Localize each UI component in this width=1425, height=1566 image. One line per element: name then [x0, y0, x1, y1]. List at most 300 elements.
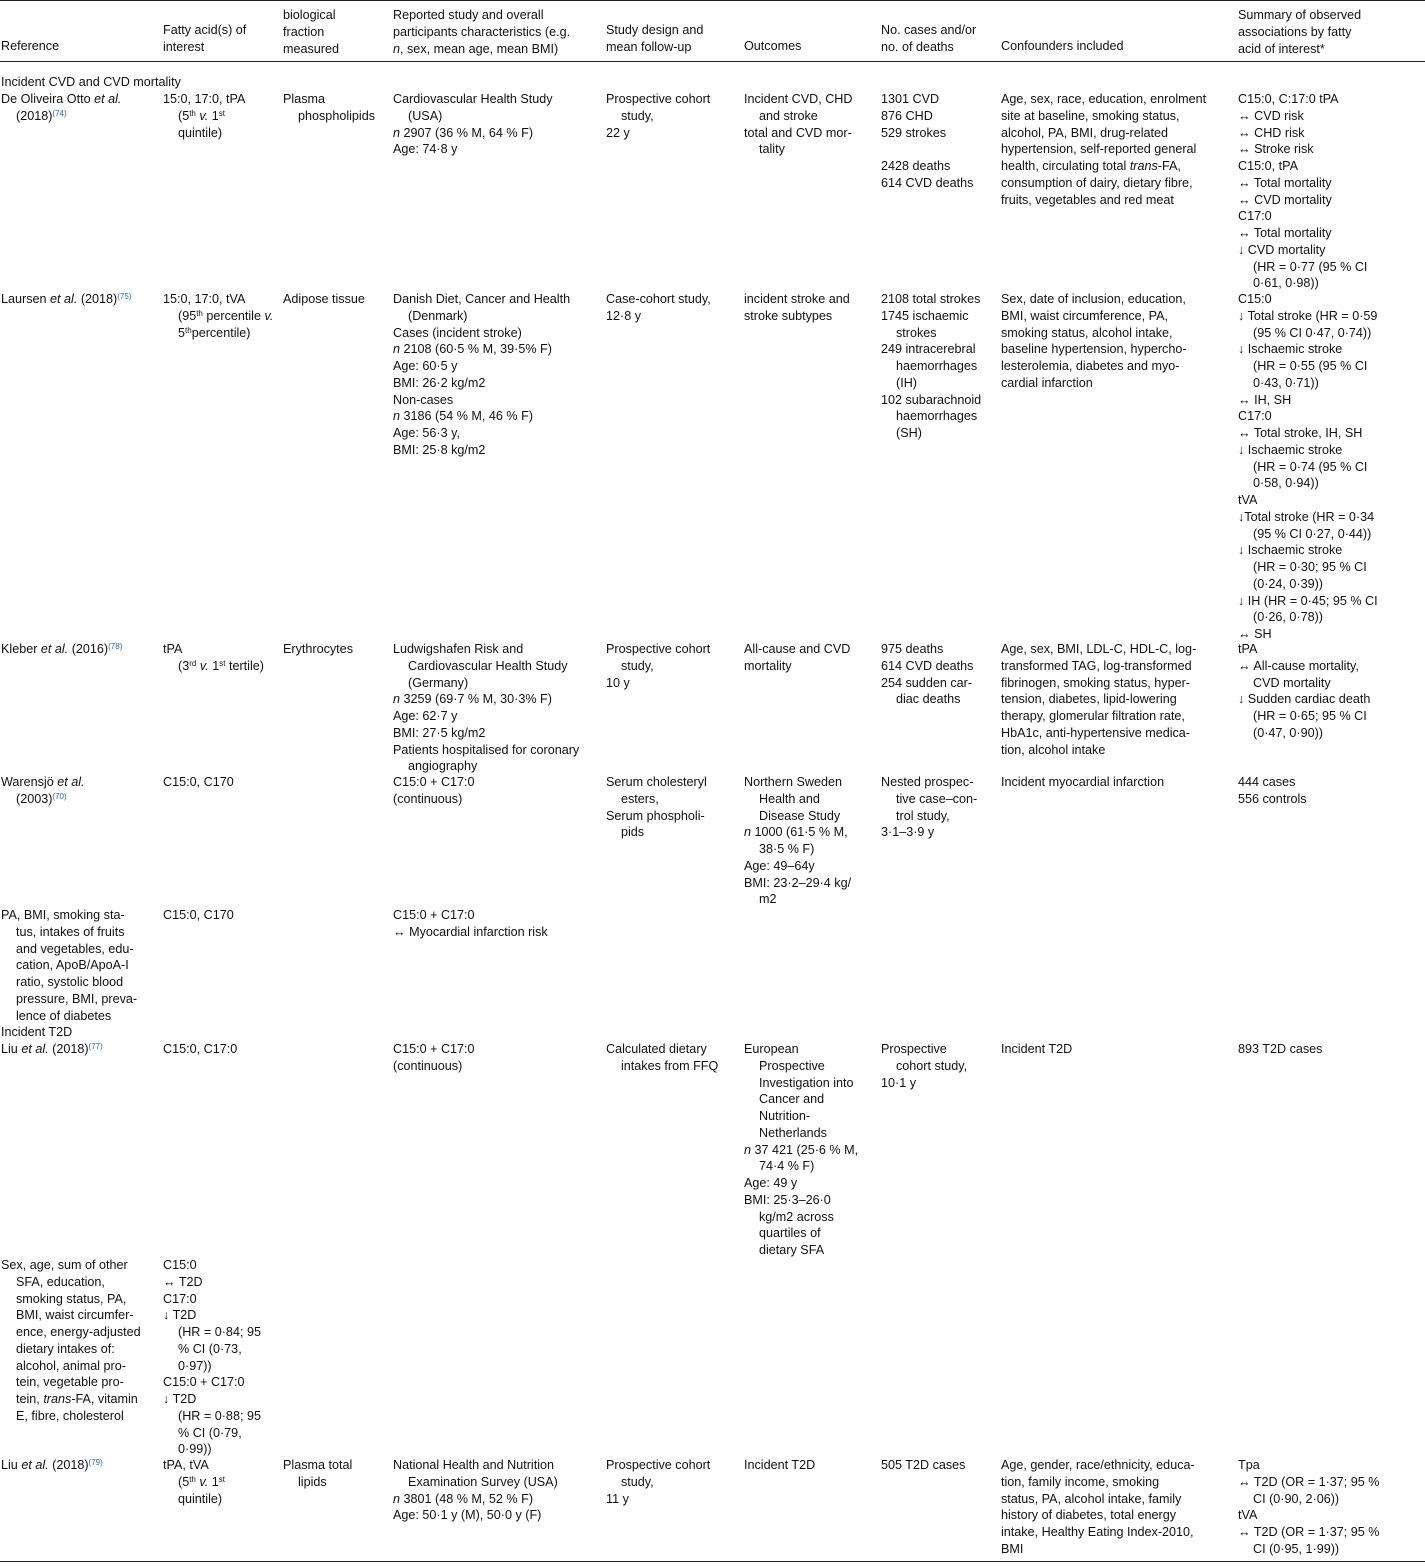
liu79-design	[606, 1457, 710, 1507]
kleber-confounders	[1001, 641, 1196, 758]
liu77-cases	[881, 1041, 967, 1091]
warensjo-design-line: pids	[621, 825, 645, 840]
warensjo-cont-reference-line: ratio, systolic blood	[16, 975, 124, 989]
kleber-study-line: Cardiovascular Health Study	[408, 658, 568, 673]
warensjo-outcomes-line: Age: 49–64y	[744, 858, 815, 873]
kleber-cases-line: 614 CVD deaths	[881, 658, 974, 673]
warensjo-confounders	[1001, 774, 1164, 791]
liu79-reference	[1, 1457, 103, 1474]
kleber-reference-line: Kleber et al. (2016)$^{(78)}$	[1, 642, 123, 656]
kleber-study-line: angiography	[408, 759, 478, 774]
liu79-confounders-line: status, PA, alcohol intake, family	[1001, 1491, 1182, 1506]
warensjo-summary	[1238, 774, 1307, 808]
liu79-fraction-line: lipids	[298, 1474, 327, 1489]
kleber-study-line: (Germany)	[408, 675, 469, 690]
liu77-cont-reference-line: alcohol, animal pro-	[16, 1358, 126, 1373]
kleber-study-line: Ludwigshafen Risk and	[393, 642, 524, 656]
liu79-design-line: 11 y	[606, 1491, 629, 1506]
laursen-fatty-acid-line: 5thpercentile)	[178, 325, 251, 340]
warensjo-cont-reference-line: pressure, BMI, preva-	[16, 991, 138, 1006]
warensjo-cont-reference	[1, 907, 137, 1024]
warensjo-outcomes-line: m2	[759, 892, 777, 907]
liu77-confounders-line: Incident T2D	[1001, 1042, 1073, 1056]
laursen-fraction-line: Adipose tissue	[283, 292, 365, 306]
otto-summary-line: C17:0	[1238, 209, 1272, 224]
laursen-reference	[1, 291, 131, 308]
otto-outcomes	[744, 91, 852, 158]
liu77-cont-fatty-acid-line: ↓ T2D	[163, 1308, 197, 1323]
header-fatty-acid	[163, 23, 246, 57]
laursen-summary-line: (0·26, 0·78))	[1253, 610, 1323, 625]
liu77-study-line: C15:0 + C17:0	[393, 1042, 475, 1056]
liu79-cases	[881, 1457, 965, 1474]
otto-cases-line: 2428 deaths	[881, 159, 951, 173]
liu79-confounders-line: BMI	[1001, 1541, 1024, 1556]
bottom-rule	[0, 1561, 1425, 1562]
otto-outcomes-line: Incident CVD, CHD	[744, 92, 853, 106]
kleber-cases-line: diac deaths	[896, 692, 961, 707]
kleber-design-line: study,	[621, 658, 654, 673]
header-confounders	[1001, 39, 1124, 56]
header-fraction-line: measured	[283, 41, 340, 56]
liu77-outcomes-line: BMI: 25·3–26·0	[744, 1192, 831, 1207]
kleber-fraction-line: Erythrocytes	[283, 642, 353, 656]
liu79-fraction	[283, 1457, 352, 1491]
header-cases-line: No. cases and/or	[881, 23, 977, 37]
laursen-summary-line: (95 % CI 0·47, 0·74))	[1253, 325, 1372, 340]
laursen-study-line: Cases (incident stroke)	[393, 325, 522, 340]
kleber-design-line: 10 y	[606, 675, 630, 690]
otto-summary-line: C15:0, C:17:0 tPA	[1238, 92, 1339, 106]
otto-confounders	[1001, 91, 1206, 208]
otto-summary-line: ↔ CVD risk	[1238, 108, 1304, 123]
otto-summary-line: (HR = 0·77 (95 % CI	[1253, 259, 1368, 274]
warensjo-cases-line: Nested prospec-	[881, 775, 974, 789]
otto-cases	[881, 91, 973, 192]
otto-confounders-line: alcohol, PA, BMI, drug-related	[1001, 125, 1169, 140]
kleber-fatty-acid-line: tPA	[163, 642, 183, 656]
liu77-outcomes-line: quartiles of	[759, 1226, 821, 1241]
liu77-cont-fatty-acid-line: % CI (0·73,	[178, 1341, 242, 1356]
warensjo-fatty-acid-line: C15:0, C170	[163, 775, 234, 789]
liu79-summary-line: CI (0·95, 1·99))	[1253, 1541, 1340, 1556]
liu77-fatty-acid	[163, 1041, 237, 1058]
warensjo-cont-study-line: C15:0 + C17:0	[393, 908, 475, 922]
laursen-outcomes	[744, 291, 850, 325]
liu79-summary-line: Tpa	[1238, 1458, 1260, 1472]
otto-outcomes-line: total and CVD mor-	[744, 125, 852, 140]
otto-cases-line: 614 CVD deaths	[881, 175, 974, 190]
kleber-confounders-line: HbA1c, anti-hypertensive medica-	[1001, 725, 1190, 740]
liu77-study-line: (continuous)	[393, 1058, 463, 1073]
laursen-summary-line: ↓ Ischaemic stroke	[1238, 442, 1343, 457]
otto-cases-line	[881, 141, 973, 158]
laursen-cases-line: 249 intracerebral	[881, 342, 976, 357]
warensjo-cont-study-line: ↔ Myocardial infarction risk	[393, 924, 548, 939]
otto-cases-line: 529 strokes	[881, 125, 947, 140]
liu77-cont-fatty-acid-line: (HR = 0·88; 95	[178, 1408, 261, 1423]
liu77-cont-reference	[1, 1257, 141, 1425]
laursen-cases-line: 2108 total strokes	[881, 292, 981, 306]
liu79-study-line: National Health and Nutrition	[393, 1458, 555, 1472]
warensjo-outcomes-line: Health and	[759, 791, 820, 806]
liu77-cont-fatty-acid-line: % CI (0·79,	[178, 1425, 242, 1440]
laursen-summary-line: ↔ IH, SH	[1238, 392, 1292, 407]
liu77-reference-line: Liu et al. (2018)$^{(77)}$	[1, 1042, 103, 1056]
laursen-summary-line: ↓Total stroke (HR = 0·34	[1238, 509, 1375, 524]
liu77-study	[393, 1041, 475, 1075]
header-design	[606, 23, 703, 57]
liu77-cont-reference-line: tein, trans-FA, vitamin	[16, 1392, 138, 1406]
liu77-outcomes-line: n 37 421 (25·6 % M,	[744, 1142, 859, 1157]
laursen-summary-line: ↔ Total stroke, IH, SH	[1238, 426, 1363, 440]
kleber-study-line: n 3259 (69·7 % M, 30·3% F)	[393, 692, 552, 707]
header-reference-line: Reference	[1, 39, 60, 53]
laursen-summary-line: (95 % CI 0·27, 0·44))	[1253, 526, 1372, 541]
otto-fatty-acid-line: 15:0, 17:0, tPA	[163, 92, 246, 106]
otto-fraction-line: phospholipids	[298, 108, 376, 123]
laursen-summary-line: ↓ IH (HR = 0·45; 95 % CI	[1238, 593, 1378, 608]
laursen-cases-line: 102 subarachnoid	[881, 392, 982, 407]
otto-confounders-line: health, circulating total trans-FA,	[1001, 159, 1181, 173]
otto-design	[606, 91, 710, 141]
header-fraction	[283, 8, 339, 58]
liu77-outcomes-line: European	[744, 1042, 799, 1056]
liu79-fatty-acid-line: quintile)	[178, 1491, 223, 1506]
kleber-fatty-acid-line: (3rd v. 1st tertile)	[178, 658, 264, 673]
liu79-study	[393, 1457, 558, 1524]
kleber-summary-line: CVD mortality	[1253, 675, 1331, 690]
kleber-outcomes	[744, 641, 850, 675]
header-study-line: participants characteristics (e.g.	[393, 24, 571, 39]
otto-fatty-acid	[163, 91, 245, 141]
otto-design-line: Prospective cohort	[606, 92, 711, 106]
liu79-confounders-line: intake, Healthy Eating Index-2010,	[1001, 1525, 1194, 1539]
otto-reference	[1, 91, 121, 125]
warensjo-design-line: Serum phospholi-	[606, 808, 705, 823]
warensjo-design-line: Serum cholesteryl	[606, 775, 707, 789]
otto-confounders-line: consumption of dairy, dietary fibre,	[1001, 175, 1193, 190]
liu77-outcomes-line: Netherlands	[759, 1125, 827, 1140]
laursen-confounders-line: BMI, waist circumference, PA,	[1001, 308, 1169, 323]
laursen-summary-line: ↓ Ischaemic stroke	[1238, 543, 1343, 558]
liu79-study-line: Examination Survey (USA)	[408, 1474, 558, 1489]
warensjo-design-line: esters,	[621, 791, 659, 806]
warensjo-reference-line: Warensjö et al.	[1, 775, 85, 789]
laursen-study-line: n 2108 (60·5 % M, 39·5% F)	[393, 342, 552, 357]
warensjo-fatty-acid	[163, 774, 234, 791]
warensjo-cont-reference-line: and vegetables, edu-	[16, 941, 134, 956]
liu77-outcomes-line: 74·4 % F)	[759, 1159, 815, 1174]
laursen-outcomes-line: stroke subtypes	[744, 308, 833, 323]
liu77-cases-line: Prospective	[881, 1042, 947, 1056]
warensjo-outcomes-line: 38·5 % F)	[759, 842, 815, 856]
header-rule	[0, 61, 1425, 62]
header-fatty-acid-line: Fatty acid(s) of	[163, 23, 247, 37]
kleber-fraction	[283, 641, 353, 658]
header-fraction-line: fraction	[283, 24, 325, 39]
warensjo-study	[393, 774, 475, 808]
warensjo-cont-reference-line: tus, intakes of fruits	[16, 924, 125, 939]
liu77-confounders	[1001, 1041, 1072, 1058]
warensjo-summary-line: 444 cases	[1238, 775, 1296, 789]
otto-cases-line: 876 CHD	[881, 108, 933, 123]
liu79-confounders	[1001, 1457, 1195, 1558]
kleber-study-line: Patients hospitalised for coronary	[393, 742, 580, 757]
liu79-fatty-acid-line: (5th v. 1st	[178, 1474, 225, 1489]
otto-fraction-line: Plasma	[283, 92, 325, 106]
otto-summary-line: ↔ CHD risk	[1238, 125, 1305, 140]
liu77-cont-fatty-acid-line: (HR = 0·84; 95	[178, 1325, 261, 1339]
header-summary-line: associations by fatty	[1238, 24, 1352, 39]
kleber-confounders-line: therapy, glomerular filtration rate,	[1001, 709, 1185, 723]
otto-fraction	[283, 91, 375, 125]
laursen-summary-line: (0·24, 0·39))	[1253, 576, 1323, 591]
header-design-line: Study design and	[606, 23, 704, 37]
header-outcomes	[744, 39, 801, 56]
laursen-study-line: Age: 56·3 y,	[393, 426, 460, 440]
kleber-summary-line: (HR = 0·65; 95 % CI	[1253, 709, 1367, 723]
laursen-study-line: BMI: 26·2 kg/m2	[393, 375, 486, 390]
kleber-design-line: Prospective cohort	[606, 642, 711, 656]
kleber-summary-line: ↓ Sudden cardiac death	[1238, 692, 1371, 707]
laursen-summary-line: 0·58, 0·94))	[1253, 476, 1319, 491]
liu77-cont-fatty-acid-line: C15:0	[163, 1258, 197, 1272]
liu79-summary	[1238, 1457, 1380, 1558]
laursen-study-line: n 3186 (54 % M, 46 % F)	[393, 409, 534, 424]
laursen-summary-line: tVA	[1238, 493, 1258, 507]
laursen-fatty-acid-line: (95th percentile v.	[178, 308, 274, 323]
otto-fatty-acid-line: (5th v. 1st	[178, 108, 225, 123]
kleber-confounders-line: Age, sex, BMI, LDL-C, HDL-C, log-	[1001, 642, 1197, 656]
warensjo-cont-study	[393, 907, 548, 941]
liu77-cases-line: cohort study,	[896, 1058, 968, 1073]
otto-summary-line: C15:0, tPA	[1238, 159, 1298, 173]
laursen-summary-line: ↓ Ischaemic stroke	[1238, 342, 1343, 357]
liu79-study-line: n 3801 (48 % M, 52 % F)	[393, 1491, 534, 1506]
laursen-cases	[881, 291, 981, 442]
header-study-line: n, sex, mean age, mean BMI)	[393, 41, 559, 56]
otto-study-line: Cardiovascular Health Study	[393, 92, 553, 106]
warensjo-cont-reference-line: lence of diabetes	[16, 1008, 112, 1023]
liu79-outcomes	[744, 1457, 815, 1474]
liu77-cont-fatty-acid-line: 0·97))	[178, 1358, 212, 1373]
header-cases	[881, 23, 976, 57]
laursen-fraction	[283, 291, 365, 308]
liu77-reference	[1, 1041, 103, 1058]
otto-outcomes-line: and stroke	[759, 108, 818, 123]
liu77-cont-reference-line: E, fibre, cholesterol	[16, 1408, 124, 1423]
liu77-cont-fatty-acid-line: ↔ T2D	[163, 1274, 203, 1289]
otto-summary-line: ↔ Stroke risk	[1238, 142, 1314, 157]
header-cases-line: no. of deaths	[881, 39, 954, 54]
liu77-cont-reference-line: BMI, waist circumfer-	[16, 1308, 134, 1323]
liu79-confounders-line: Age, gender, race/ethnicity, educa-	[1001, 1458, 1195, 1472]
header-summary-line: Summary of observed	[1238, 8, 1362, 22]
warensjo-reference-line: (2003)$^{(70)}$	[16, 791, 67, 806]
liu79-summary-line: tVA	[1238, 1508, 1258, 1523]
liu77-cases-line: 10·1 y	[881, 1075, 917, 1090]
warensjo-design	[606, 774, 707, 841]
kleber-summary-line: ↔ All-cause mortality,	[1238, 658, 1359, 673]
header-fraction-line: biological	[283, 8, 336, 22]
liu77-cont-reference-line: smoking status, PA,	[16, 1291, 127, 1306]
otto-design-line: 22 y	[606, 125, 630, 140]
warensjo-confounders-line: Incident myocardial infarction	[1001, 775, 1165, 789]
kleber-reference	[1, 641, 122, 658]
liu79-study-line: Age: 50·1 y (M), 50·0 y (F)	[393, 1508, 542, 1523]
liu77-outcomes-line: Age: 49 y	[744, 1176, 798, 1190]
otto-study-line: Age: 74·8 y	[393, 142, 458, 157]
kleber-cases-line: 975 deaths	[881, 642, 944, 656]
laursen-confounders	[1001, 291, 1187, 392]
otto-summary-line: ↓ CVD mortality	[1238, 242, 1326, 257]
liu77-cont-fatty-acid-line: ↓ T2D	[163, 1392, 197, 1406]
laursen-summary-line: ↓ Total stroke (HR = 0·59	[1238, 308, 1378, 323]
warensjo-cont-reference-line: PA, BMI, smoking sta-	[1, 908, 125, 922]
otto-summary-line: ↔ CVD mortality	[1238, 192, 1332, 207]
liu79-reference-line: Liu et al. (2018)$^{(79)}$	[1, 1458, 103, 1472]
kleber-cases-line: 254 sudden car-	[881, 675, 973, 690]
liu79-summary-line: ↔ T2D (OR = 1·37; 95 %	[1238, 1474, 1380, 1489]
liu77-outcomes-line: Prospective	[759, 1058, 825, 1073]
kleber-outcomes-line: All-cause and CVD	[744, 642, 851, 656]
warensjo-outcomes-line: Disease Study	[759, 808, 841, 823]
liu77-cont-reference-line: ence, energy-adjusted	[16, 1325, 141, 1339]
kleber-study-line: BMI: 27·5 kg/m2	[393, 725, 486, 740]
top-rule	[0, 0, 1425, 1]
otto-cases-line: 1301 CVD	[881, 92, 940, 106]
warensjo-reference	[1, 774, 85, 808]
warensjo-outcomes-line: BMI: 23·2–29·4 kg/	[744, 875, 852, 890]
laursen-confounders-line: cardial infarction	[1001, 375, 1093, 390]
liu77-design-line: intakes from FFQ	[621, 1058, 719, 1073]
otto-summary-line: 0·61, 0·98))	[1253, 276, 1319, 291]
liu79-fraction-line: Plasma total	[283, 1458, 353, 1472]
kleber-summary	[1238, 641, 1370, 742]
laursen-summary-line: C17:0	[1238, 409, 1272, 424]
laursen-study	[393, 291, 570, 459]
liu79-summary-line: CI (0·90, 2·06))	[1253, 1491, 1340, 1506]
warensjo-outcomes-line: n 1000 (61·5 % M,	[744, 825, 848, 840]
laursen-study-line: Age: 60·5 y	[393, 359, 458, 373]
otto-study-line: (USA)	[408, 108, 443, 123]
kleber-summary-line: (0·47, 0·90))	[1253, 725, 1323, 740]
otto-study-line: n 2907 (36 % M, 64 % F)	[393, 125, 534, 140]
liu79-summary-line: ↔ T2D (OR = 1·37; 95 %	[1238, 1525, 1380, 1539]
liu79-confounders-line: history of diabetes, total energy	[1001, 1508, 1177, 1523]
liu77-cont-reference-line: SFA, education,	[16, 1274, 105, 1289]
otto-confounders-line: fruits, vegetables and red meat	[1001, 192, 1174, 207]
otto-confounders-line: site at baseline, smoking status,	[1001, 108, 1180, 123]
warensjo-outcomes-line: Northern Sweden	[744, 775, 843, 789]
header-reference	[1, 39, 59, 56]
liu77-summary	[1238, 1041, 1322, 1058]
laursen-summary-line: C15:0	[1238, 292, 1272, 306]
otto-confounders-line: hypertension, self-reported general	[1001, 142, 1197, 157]
kleber-study-line: Age: 62·7 y	[393, 709, 458, 723]
liu79-outcomes-line: Incident T2D	[744, 1458, 816, 1472]
header-summary-line: acid of interest*	[1238, 41, 1325, 56]
liu77-outcomes	[744, 1041, 858, 1259]
otto-outcomes-line: tality	[759, 142, 785, 157]
liu77-outcomes-line: Nutrition-	[759, 1109, 811, 1123]
laursen-confounders-line: baseline hypertension, hypercho-	[1001, 342, 1187, 357]
warensjo-cont-fatty-acid	[163, 907, 234, 924]
liu77-outcomes-line: kg/m2 across	[759, 1209, 834, 1224]
liu79-cases-line: 505 T2D cases	[881, 1458, 966, 1472]
kleber-confounders-line: tension, diabetes, lipid-lowering	[1001, 692, 1177, 707]
section-heading-cvd: Incident CVD and CVD mortality	[1, 75, 181, 89]
kleber-summary-line: tPA	[1238, 642, 1258, 656]
laursen-study-line: Danish Diet, Cancer and Health	[393, 292, 571, 306]
header-study-line: Reported study and overall	[393, 8, 544, 22]
otto-summary-line: ↔ Total mortality	[1238, 175, 1332, 190]
laursen-outcomes-line: incident stroke and	[744, 292, 850, 306]
liu77-cont-fatty-acid-line: C17:0	[163, 1291, 197, 1306]
kleber-confounders-line: transformed TAG, log-transformed	[1001, 658, 1192, 673]
laursen-cases-line: (IH)	[896, 375, 917, 390]
laursen-summary	[1238, 291, 1378, 643]
laursen-summary-line: ↔ SH	[1238, 627, 1272, 641]
laursen-cases-line: 1745 ischaemic	[881, 308, 969, 323]
liu77-cont-reference-line: tein, vegetable pro-	[16, 1375, 124, 1390]
laursen-reference-line: Laursen et al. (2018)$^{(75)}$	[1, 292, 132, 306]
laursen-summary-line: 0·43, 0·71))	[1253, 375, 1319, 390]
liu77-outcomes-line: Cancer and	[759, 1092, 825, 1107]
liu79-confounders-line: tion, family income, smoking	[1001, 1474, 1160, 1489]
header-summary	[1238, 8, 1361, 58]
liu77-fatty-acid-line: C15:0, C17:0	[163, 1042, 238, 1056]
liu77-summary-line: 893 T2D cases	[1238, 1042, 1323, 1056]
laursen-confounders-line: Sex, date of inclusion, education,	[1001, 292, 1186, 306]
laursen-summary-line: (HR = 0·30; 95 % CI	[1253, 560, 1367, 574]
header-fatty-acid-line: interest	[163, 39, 205, 54]
header-study	[393, 8, 570, 58]
liu79-fatty-acid	[163, 1457, 225, 1507]
otto-reference-line: De Oliveira Otto et al.	[1, 92, 122, 106]
liu77-design	[606, 1041, 718, 1075]
laursen-cases-line: haemorrhages	[896, 359, 978, 373]
warensjo-cont-fatty-acid-line: C15:0, C170	[163, 908, 234, 922]
liu79-fatty-acid-line: tPA, tVA	[163, 1458, 209, 1472]
warensjo-cases	[881, 774, 977, 841]
laursen-design	[606, 291, 711, 325]
otto-fatty-acid-line: quintile)	[178, 125, 223, 140]
liu77-design-line: Calculated dietary	[606, 1042, 707, 1056]
warensjo-cont-reference-line: cation, ApoB/ApoA-I	[16, 958, 129, 973]
warensjo-outcomes	[744, 774, 851, 908]
header-outcomes-line: Outcomes	[744, 39, 802, 53]
warensjo-cases-line: tive case–con-	[896, 791, 978, 806]
otto-summary-line: ↔ Total mortality	[1238, 226, 1332, 240]
laursen-study-line: Non-cases	[393, 392, 454, 407]
liu79-design-line: study,	[621, 1474, 654, 1489]
otto-study	[393, 91, 553, 158]
otto-summary	[1238, 91, 1367, 292]
laursen-study-line: (Denmark)	[408, 308, 468, 323]
laursen-cases-line: (SH)	[896, 426, 922, 440]
header-design-line: mean follow-up	[606, 39, 692, 54]
section-heading-t2d: Incident T2D	[1, 1025, 73, 1039]
liu77-cont-fatty-acid	[163, 1257, 261, 1458]
laursen-study-line: BMI: 25·8 kg/m2	[393, 442, 486, 457]
liu79-design-line: Prospective cohort	[606, 1458, 711, 1472]
warensjo-cases-line: 3·1–3·9 y	[881, 825, 935, 840]
liu77-outcomes-line: dietary SFA	[759, 1243, 825, 1257]
laursen-cases-line: strokes	[896, 325, 937, 340]
kleber-design	[606, 641, 710, 691]
